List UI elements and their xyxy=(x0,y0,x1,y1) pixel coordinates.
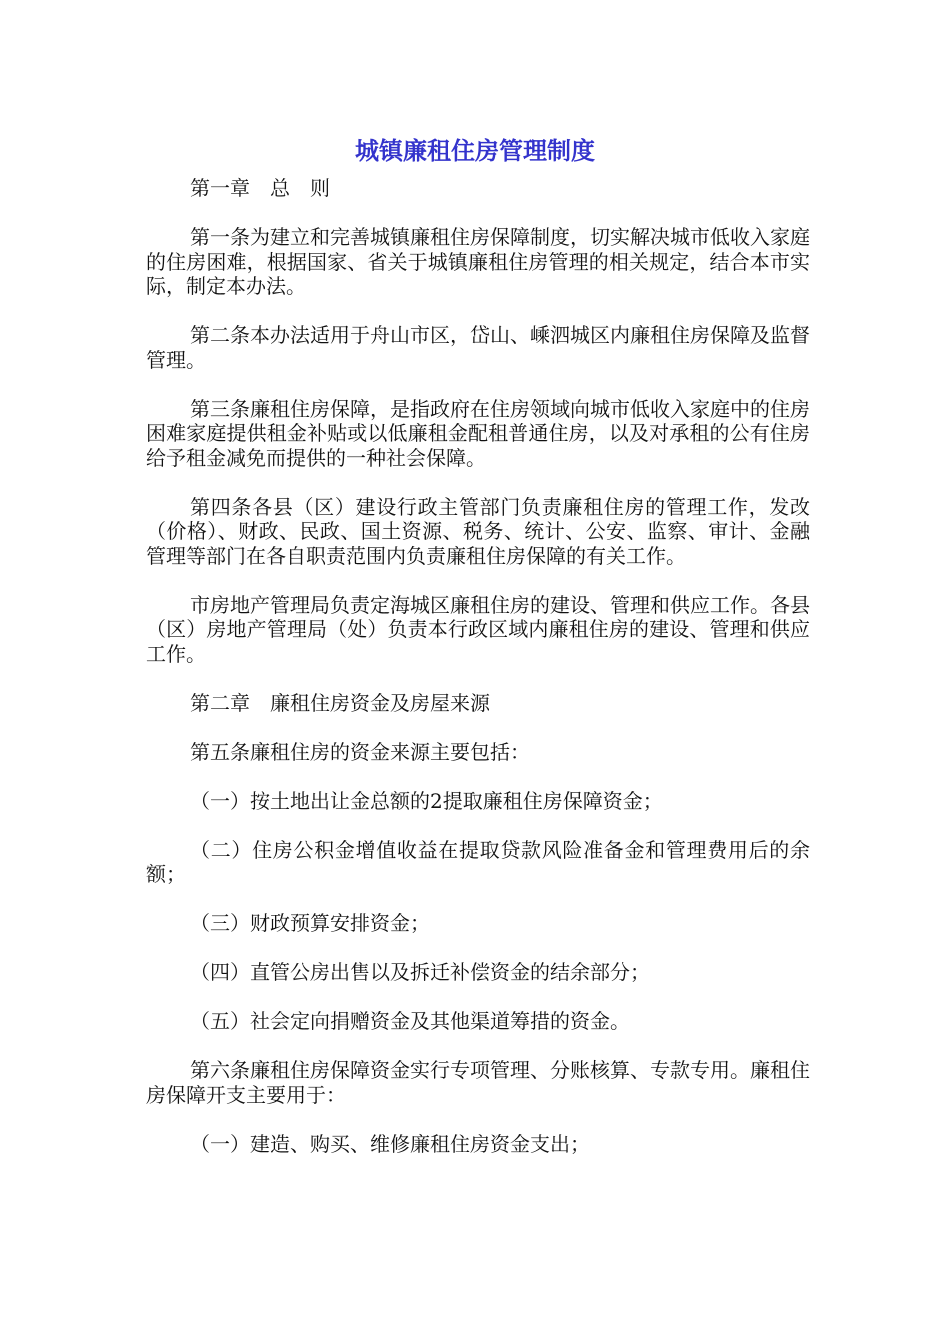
article-5-item-1: （一）按土地出让金总额的2提取廉租住房保障资金； xyxy=(190,788,663,813)
article-4: 第四条各县（区）建设行政主管部门负责廉租住房的管理工作，发改（价格）、财政、民政、国土资源、税务、统计、公安、监察、审计、金融管理等部门在各自职责范围内负责廉租住房保障的有关工作。 xyxy=(146,494,810,568)
chapter-heading-2: 第二章 廉租住房资金及房屋来源 xyxy=(190,690,490,715)
chapter-heading-1: 第一章 总 则 xyxy=(190,176,330,200)
article-5-item-3: （三）财政预算安排资金； xyxy=(190,911,430,935)
article-3: 第三条廉租住房保障，是指政府在住房领域向城市低收入家庭中的住房困难家庭提供租金补贴或以低廉租金配租普通住房，以及对承租的公有住房给予租金减免而提供的一种社会保障。 xyxy=(146,396,810,470)
article-1: 第一条为建立和完善城镇廉租住房保障制度，切实解决城市低收入家庭的住房困难，根据国家、省关于城镇廉租住房管理的相关规定，结合本市实际，制定本办法。 xyxy=(146,225,810,298)
article-2: 第二条本办法适用于舟山市区，岱山、嵊泗城区内廉租住房保障及监督管理。 xyxy=(146,323,810,372)
document-body xyxy=(146,176,810,1181)
article-5: 第五条廉租住房的资金来源主要包括： xyxy=(190,739,530,764)
article-5-item-5: （五）社会定向捐赠资金及其他渠道筹措的资金。 xyxy=(190,1009,630,1033)
article-5-item-2: （二）住房公积金增值收益在提取贷款风险准备金和管理费用后的余额； xyxy=(146,837,810,886)
article-6: 第六条廉租住房保障资金实行专项管理、分账核算、专款专用。廉租住房保障开支主要用于： xyxy=(146,1058,810,1107)
article-4-paragraph-2: 市房地产管理局负责定海城区廉租住房的建设、管理和供应工作。各县（区）房地产管理局（处）负责本行政区域内廉租住房的建设、管理和供应工作。 xyxy=(146,592,810,666)
document-title: 城镇廉租住房管理制度 xyxy=(355,137,595,165)
article-6-item-1: （一）建造、购买、维修廉租住房资金支出； xyxy=(190,1131,590,1156)
article-5-item-4: （四）直管公房出售以及拆迁补偿资金的结余部分； xyxy=(190,960,650,984)
